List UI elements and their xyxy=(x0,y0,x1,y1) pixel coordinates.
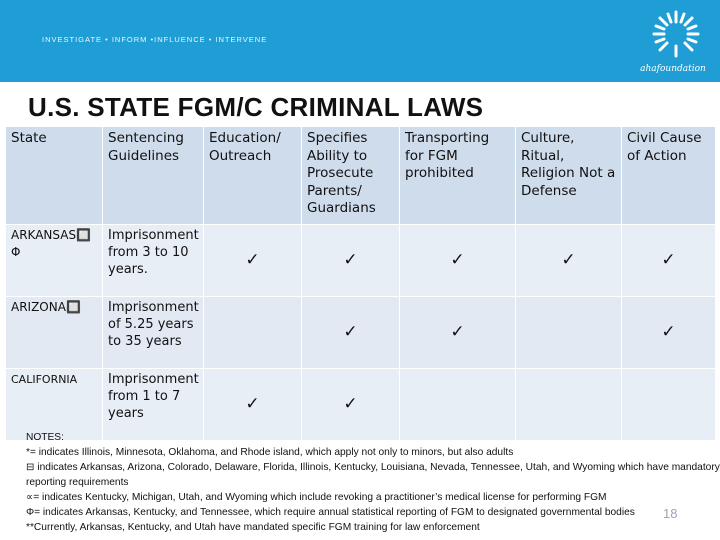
col-header-state: State xyxy=(6,127,103,225)
sentencing-cell: Imprisonment from 1 to 7 years xyxy=(103,369,204,441)
sentencing-cell: Imprisonment from 3 to 10 years. xyxy=(103,225,204,297)
check-culture xyxy=(516,297,622,369)
col-header-education: Education/ Outreach xyxy=(204,127,302,225)
check-civil: ✓ xyxy=(622,225,716,297)
note-line: Φ= indicates Arkansas, Kentucky, and Tennessee, which require annual statistical reporting of FGM to designated governmental bodies xyxy=(26,507,635,518)
check-education xyxy=(204,297,302,369)
col-header-sentencing: Sentencing Guidelines xyxy=(103,127,204,225)
check-transport: ✓ xyxy=(400,225,516,297)
note-line: *= indicates Illinois, Minnesota, Oklahoma, and Rhode island, which apply not only to minors, but also adults xyxy=(26,447,514,458)
tagline: INVESTIGATE • INFORM •INFLUENCE • INTERVENE xyxy=(42,35,268,44)
state-name: ARIZONA xyxy=(11,300,66,314)
sentencing-cell: Imprisonment of 5.25 years to 35 years xyxy=(103,297,204,369)
check-prosecute: ✓ xyxy=(302,297,400,369)
table-row xyxy=(6,225,716,297)
header-banner xyxy=(0,0,720,82)
page-number: 18 xyxy=(663,506,678,521)
col-header-culture: Culture, Ritual, Religion Not a Defense xyxy=(516,127,622,225)
check-civil: ✓ xyxy=(622,297,716,369)
table-row xyxy=(6,297,716,369)
state-symbols: 🔲 Φ xyxy=(11,228,92,259)
note-line: ⊟ indicates Arkansas, Arizona, Colorado, Delaware, Florida, Illinois, Kentucky, Louisiana, Nevada, Tennessee, Utah, and Wyoming which have mandatory reporting requirements xyxy=(26,462,720,488)
state-cell xyxy=(6,225,103,297)
note-line: ∝= indicates Kentucky, Michigan, Utah, and Wyoming which include revoking a practitioner’s medical license for performing FGM xyxy=(26,492,607,503)
col-header-prosecute: Specifies Ability to Prosecute Parents/ Guardians xyxy=(302,127,400,225)
notes-heading: NOTES: xyxy=(26,432,64,443)
state-name: ARKANSAS xyxy=(11,228,77,242)
table-header-row xyxy=(6,127,716,225)
state-cell xyxy=(6,297,103,369)
check-culture: ✓ xyxy=(516,225,622,297)
col-header-civil: Civil Cause of Action xyxy=(622,127,716,225)
state-name: CALIFORNIA xyxy=(11,373,78,386)
logo-text: ahafoundation xyxy=(640,64,706,74)
col-header-transport: Transporting for FGM prohibited xyxy=(400,127,516,225)
page-title: U.S. STATE FGM/C CRIMINAL LAWS xyxy=(28,92,484,122)
laws-table xyxy=(5,126,716,441)
check-education: ✓ xyxy=(204,225,302,297)
check-prosecute: ✓ xyxy=(302,369,400,441)
check-transport: ✓ xyxy=(400,297,516,369)
check-prosecute: ✓ xyxy=(302,225,400,297)
state-symbols: 🔲 xyxy=(65,300,81,314)
note-line: **Currently, Arkansas, Kentucky, and Utah have mandated specific FGM training for law enforcement xyxy=(26,522,480,533)
check-education: ✓ xyxy=(204,369,302,441)
notes-section xyxy=(26,430,720,535)
